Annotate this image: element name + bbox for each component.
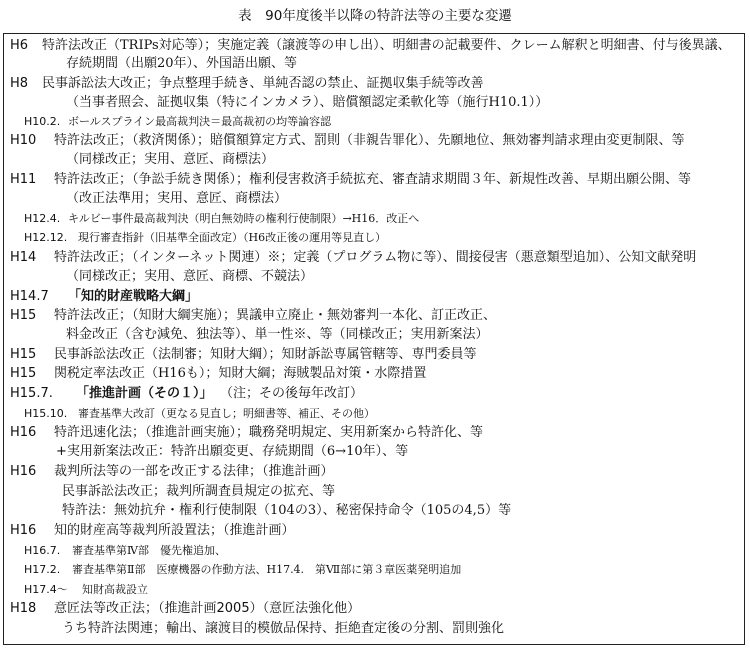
entry-h16-7	[24, 543, 226, 559]
entry-detail: 関連；輸出、譲渡目的模倣品保持、拒絶査定後の分割、罰則強化	[127, 621, 505, 636]
entry-detail: ；職務発明規定、実用新案から特許化、等	[236, 425, 484, 440]
entry-date: H10	[10, 133, 37, 148]
entry-law: 「知的財産戦略大綱」	[68, 289, 199, 304]
entry-detail: キルビー事件最高裁判決（明白無効時の権利行使制限）→H16．改正へ	[68, 212, 420, 225]
entry-detail: （注；その後毎年改訂）	[226, 386, 364, 401]
entry-date: H12.12.	[24, 231, 68, 244]
entry-h15-civil	[10, 347, 477, 363]
entry-date: H10.2.	[24, 115, 61, 128]
entry-continuation	[66, 191, 287, 207]
entry-detail: ；争点整理手続き、単純否認の禁止、証拠収集手続等改善	[146, 76, 484, 91]
entry-detail: ；（争訟手続き関係）；権利侵害救済手続拡充、審査請求期間３年、新規性改善、早期出願公開、等	[119, 172, 692, 187]
entry-h11	[10, 172, 691, 188]
entry-detail: ；裁判所調査員規定の拡充、等	[153, 484, 336, 499]
entry-h14-7	[10, 289, 198, 305]
entry-continuation	[66, 152, 274, 168]
entry-continuation	[62, 484, 335, 500]
entry-continuation	[66, 95, 548, 111]
entry-law: 「推進計画（その１）」	[76, 386, 213, 401]
entry-detail: ）	[261, 152, 275, 167]
entry-h15-10	[24, 406, 375, 422]
entry-date: H15.10.	[24, 407, 68, 420]
entry-h10	[10, 133, 685, 149]
entry-law-scope: 実用、意匠、商標、不競法	[144, 269, 301, 284]
entry-continuation	[66, 56, 297, 72]
table-title: 表 90年度後半以降の特許法等の主要な変遷	[238, 8, 512, 24]
entry-law-scope: +実用新案法改正	[56, 444, 158, 459]
entry-date: H16	[10, 464, 37, 479]
entry-detail: 存続期間（出願20年）、外国語出願、等	[66, 56, 298, 71]
entry-detail: （同様改正；	[66, 152, 145, 167]
entry-law: 特許法改正	[54, 172, 120, 187]
entry-purpose: ；（インターネット関連）	[119, 250, 268, 265]
entry-continuation	[66, 327, 489, 343]
entry-date: H16	[10, 425, 37, 440]
entry-law-scope: 実用、意匠、商標法	[144, 152, 262, 167]
entry-law: 関税定率法改正	[54, 366, 146, 381]
entry-date: H14.7	[10, 289, 49, 304]
entry-detail: ）	[300, 269, 314, 284]
entry-law-scope: 実用新案法	[410, 327, 476, 342]
entry-detail: 料金改正（含む減免、独法等）、単一性※、等（同様改正；	[66, 327, 411, 342]
entry-detail: ；（救済関係）；賠償額算定方式、罰則（非親告罪化）、先願地位、無効審判請求理由変更制限、等	[119, 133, 685, 148]
entry-continuation	[62, 621, 504, 637]
entry-h16-accel	[10, 425, 483, 441]
entry-date: H18	[10, 601, 37, 616]
entry-law-scope: 実用、意匠、商標法	[157, 191, 275, 206]
entry-law: 民事訴訟法改正	[54, 347, 146, 362]
entry-purpose: ；（推進計画）	[210, 523, 295, 538]
entry-date: H15	[10, 347, 37, 362]
entry-purpose: ；（推進計画実施）	[132, 425, 237, 440]
entry-law: 特許法改正	[54, 308, 120, 323]
entry-date: H16.7.	[24, 544, 61, 557]
entry-detail: （意匠法強化他）	[262, 601, 361, 616]
entry-date: H16	[10, 523, 37, 538]
entry-detail: ※；定義（プログラム物に等）、間接侵害（悪意類型追加）、公知文献発明	[267, 250, 697, 265]
entry-law: 知的財産高等裁判所設置法	[54, 523, 211, 538]
entry-law: 裁判所法等の一部を改正する法律	[54, 464, 250, 479]
entry-detail: ；知財訴訟専属管轄等、専門委員等	[268, 347, 477, 362]
entry-h18	[10, 601, 360, 617]
entry-h6	[10, 38, 731, 54]
history-table-frame	[3, 33, 745, 645]
entry-h17-2	[24, 562, 461, 578]
entry-law-scope: 特許法	[62, 503, 102, 518]
entry-date: H17.4～	[24, 583, 68, 596]
entry-detail: ボールスプライン最高裁判決＝最高裁初の均等論容認	[68, 115, 332, 128]
entry-detail: 審査基準第Ⅱ部 医療機器の作動方法、H17.4. 第Ⅶ部に第３章医薬発明追加	[72, 563, 462, 576]
entry-detail: ）	[274, 191, 288, 206]
entry-date: H11	[10, 172, 37, 187]
entry-law: 特許法改正	[54, 133, 120, 148]
entry-law: 民事訴訟法大改正	[42, 76, 147, 91]
entry-continuation	[66, 269, 313, 285]
entry-law: 特許法改正	[54, 250, 120, 265]
entry-h14	[10, 250, 696, 266]
entry-date: H14	[10, 250, 37, 265]
entry-detail: 現行審査指針（旧基準全面改定）（H6改正後の運用等見直し）	[78, 231, 387, 244]
entry-law: 意匠法等改正法	[54, 601, 146, 616]
entry-h15-7	[10, 386, 363, 402]
entry-date: H12.4.	[24, 212, 61, 225]
entry-h16-ipcourt	[10, 523, 295, 539]
entry-h16-court	[10, 464, 334, 480]
entry-date: H15	[10, 366, 37, 381]
entry-h8	[10, 76, 484, 92]
entry-law-scope: うち特許法	[62, 621, 128, 636]
entry-h10-2	[24, 114, 331, 130]
entry-purpose: ；（知財大綱実施）	[119, 308, 224, 323]
entry-detail: （TRIPs対応等）；実施定義（譲渡等の申し出）、明細書の記載要件、クレーム解釈と明細書、付与後異議、	[107, 38, 731, 53]
entry-continuation	[62, 503, 511, 519]
entry-detail: （当事者照会、証拠収集（特にインカメラ）、賠償額認定柔軟化等（施行H10.1））	[66, 95, 549, 110]
entry-detail: （同様改正；	[66, 269, 145, 284]
entry-continuation	[56, 444, 408, 460]
entry-detail: 審査基準大改訂（更なる見直し；明細書等、補正、その他）	[78, 407, 375, 420]
entry-purpose: ；（推進計画2005）	[145, 601, 263, 616]
entry-detail: （改正法準用；	[66, 191, 158, 206]
entry-law: 特許法改正	[42, 38, 108, 53]
entry-date: H15	[10, 308, 37, 323]
entry-h12-4	[24, 211, 419, 227]
entry-detail: ；異議申立廃止・無効審判一本化、訂正改正、	[223, 308, 497, 323]
entry-detail: 審査基準第Ⅳ部 優先権追加、	[72, 544, 226, 557]
entry-law: 特許迅速化法	[54, 425, 133, 440]
entry-h17-4	[24, 582, 148, 598]
entry-h12-12	[24, 230, 386, 246]
entry-h15-patent	[10, 308, 496, 324]
entry-detail: （H16も）；知財大綱；海賊製品対策・水際措置	[145, 366, 427, 381]
entry-law-scope: 民事訴訟法改正	[62, 484, 154, 499]
entry-date: H15.7.	[10, 386, 53, 401]
entry-detail: ）	[475, 327, 489, 342]
entry-detail: ：特許出願変更、存続期間（6→10年）、等	[157, 444, 409, 459]
entry-h15-tariff	[10, 366, 426, 382]
entry-detail: 知財高裁設立	[82, 583, 148, 596]
entry-purpose: ；（推進計画）	[249, 464, 334, 479]
entry-date: H17.2.	[24, 563, 61, 576]
entry-date: H6	[10, 38, 29, 53]
entry-date: H8	[10, 76, 29, 91]
entry-detail: ：無効抗弁・権利行使制限（104の3）、秘密保持命令（105の4,5）等	[101, 503, 512, 518]
entry-purpose: （法制審；知財大綱）	[145, 347, 269, 362]
